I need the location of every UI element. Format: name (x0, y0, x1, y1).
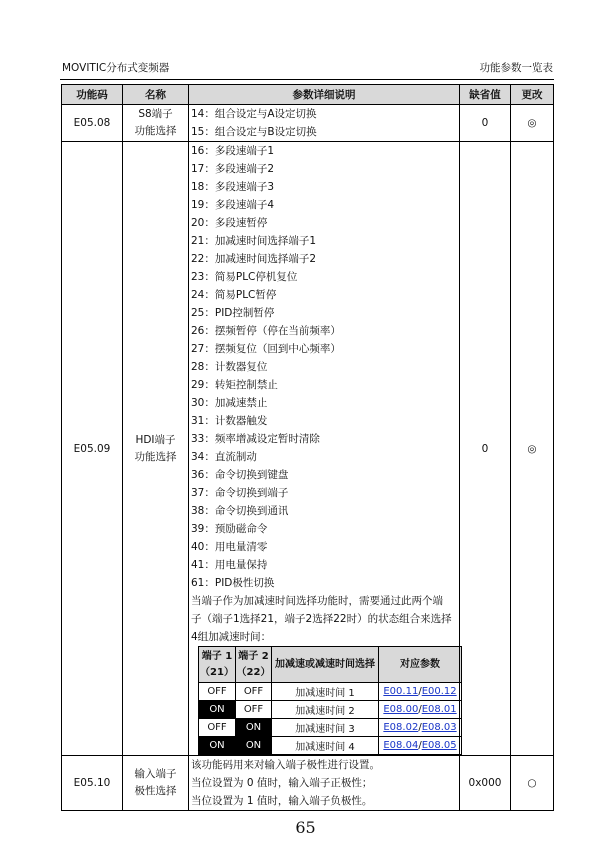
table-row (62, 105, 554, 142)
param-link[interactable]: E00.12 (421, 686, 457, 697)
desc-line: 37：命令切换到端子 (191, 487, 289, 499)
desc-line: 38：命令切换到通讯 (191, 505, 289, 517)
col-header-code: 功能码 (62, 85, 123, 105)
subtable-row (199, 701, 462, 719)
row-name-line: HDI端子 (135, 433, 176, 446)
desc-line: 21：加减速时间选择端子1 (191, 235, 317, 247)
row-name-line: 输入端子 (134, 768, 177, 780)
desc-line: 4组加减速时间： (191, 631, 272, 643)
sub-header-line: （22） (236, 666, 271, 678)
desc-line: 20：多段速暂停 (191, 217, 268, 229)
subtable-row (199, 719, 462, 737)
desc-line: 29：转矩控制禁止 (191, 379, 278, 391)
row-change: ○ (511, 756, 554, 811)
row-desc (189, 105, 460, 142)
row-default: 0x000 (460, 756, 511, 811)
parameter-table (61, 84, 554, 811)
sub-terminal1-state: ON (199, 737, 236, 755)
sub-select: 加减速时间 1 (272, 683, 379, 701)
desc-line: 36：命令切换到键盘 (191, 469, 289, 481)
sub-terminal2-state: ON (236, 737, 272, 755)
param-link[interactable]: E00.11 (383, 686, 419, 697)
row-name-line: 极性选择 (134, 785, 177, 797)
desc-line: 当位设置为 0 值时，输入端子正极性； (191, 777, 373, 789)
row-name (123, 142, 189, 756)
row-name-line: 功能选择 (134, 125, 177, 137)
accel-time-subtable (198, 646, 462, 755)
sub-terminal1-state: OFF (199, 719, 236, 737)
desc-line: 该功能码用来对输入端子极性进行设置。 (191, 759, 380, 771)
desc-line: 子（端子1选择21，端子2选择22时）的状态组合来选择 (191, 613, 452, 625)
subtable-row (199, 737, 462, 755)
col-header-name: 名称 (123, 85, 189, 105)
param-link[interactable]: E08.03 (421, 722, 457, 733)
desc-line: 当端子作为加减速时间选择功能时，需要通过此两个端 (191, 595, 443, 607)
sub-select: 加减速时间 2 (272, 701, 379, 719)
desc-line: 40：用电量清零 (191, 541, 268, 553)
sub-header-terminal1 (199, 647, 236, 683)
header-title-right: 功能参数一览表 (479, 62, 553, 74)
row-name-line: S8端子 (138, 108, 173, 120)
row-name (123, 756, 189, 811)
sub-param: E00.11/E00.12 (379, 683, 462, 701)
desc-line: 23：简易PLC停机复位 (191, 271, 298, 283)
sub-header-terminal2 (236, 647, 272, 683)
row-name-line: 功能选择 (134, 450, 177, 463)
sub-param: E08.04/E08.05 (379, 737, 462, 755)
page-number: 65 (295, 818, 316, 837)
desc-line: 当位设置为 1 值时，输入端子负极性。 (191, 795, 373, 807)
header-title-left: MOVITIC分布式变频器 (62, 62, 170, 74)
desc-line: 61：PID极性切换 (191, 577, 275, 589)
sub-header-line: 端子 2 (238, 650, 269, 662)
desc-line: 33：频率增减设定暂时清除 (191, 433, 320, 445)
table-row (62, 142, 554, 756)
row-code: E05.08 (62, 105, 123, 142)
desc-line: 39：预励磁命令 (191, 523, 268, 535)
param-link[interactable]: E08.02 (383, 722, 419, 733)
sub-header-line: （21） (200, 666, 234, 678)
row-change: ◎ (511, 105, 554, 142)
sub-header-param: 对应参数 (379, 647, 462, 683)
sub-select: 加减速时间 3 (272, 719, 379, 737)
desc-line: 27：摆频复位（回到中心频率） (191, 343, 341, 355)
row-desc (189, 142, 460, 756)
header-rule (60, 79, 554, 80)
col-header-desc: 参数详细说明 (189, 85, 460, 105)
desc-line: 16：多段速端子1 (191, 145, 275, 157)
desc-line: 25：PID控制暂停 (191, 307, 275, 319)
col-header-change: 更改 (511, 85, 554, 105)
param-link[interactable]: E08.00 (383, 704, 419, 715)
desc-line: 18：多段速端子3 (191, 181, 275, 193)
desc-line: 24：简易PLC暂停 (191, 289, 277, 301)
subtable-header-row (199, 647, 462, 683)
sub-header-select: 加减速或减速时间选择 (272, 647, 379, 683)
desc-line: 15：组合设定与B设定切换 (191, 126, 317, 138)
sub-terminal2-state: OFF (236, 701, 272, 719)
sub-terminal1-state: OFF (199, 683, 236, 701)
row-change: ◎ (511, 142, 554, 756)
sub-terminal2-state: ON (236, 719, 272, 737)
row-name (123, 105, 189, 142)
subtable-row (199, 683, 462, 701)
desc-line: 34：直流制动 (191, 451, 257, 463)
table-header-row (62, 85, 554, 105)
desc-line: 14：组合设定与A设定切换 (191, 108, 317, 120)
sub-terminal2-state: OFF (236, 683, 272, 701)
param-link[interactable]: E08.05 (421, 740, 457, 751)
desc-line: 26：摆频暂停（停在当前频率） (191, 325, 341, 337)
col-header-default: 缺省值 (460, 85, 511, 105)
param-link[interactable]: E08.04 (383, 740, 419, 751)
row-code: E05.10 (62, 756, 123, 811)
desc-line: 41：用电量保持 (191, 559, 268, 571)
desc-line: 22：加减速时间选择端子2 (191, 253, 317, 265)
desc-line: 19：多段速端子4 (191, 199, 275, 211)
sub-param: E08.02/E08.03 (379, 719, 462, 737)
row-code: E05.09 (62, 142, 123, 756)
row-default: 0 (460, 142, 511, 756)
param-link[interactable]: E08.01 (421, 704, 457, 715)
sub-param: E08.00/E08.01 (379, 701, 462, 719)
table-row (62, 756, 554, 811)
desc-line: 28：计数器复位 (191, 361, 268, 373)
sub-terminal1-state: ON (199, 701, 236, 719)
desc-line: 17：多段速端子2 (191, 163, 275, 175)
row-desc (189, 756, 460, 811)
desc-line: 31：计数器触发 (191, 415, 268, 427)
desc-line: 30：加减速禁止 (191, 397, 268, 409)
sub-select: 加减速时间 4 (272, 737, 379, 755)
row-default: 0 (460, 105, 511, 142)
sub-header-line: 端子 1 (201, 650, 233, 662)
